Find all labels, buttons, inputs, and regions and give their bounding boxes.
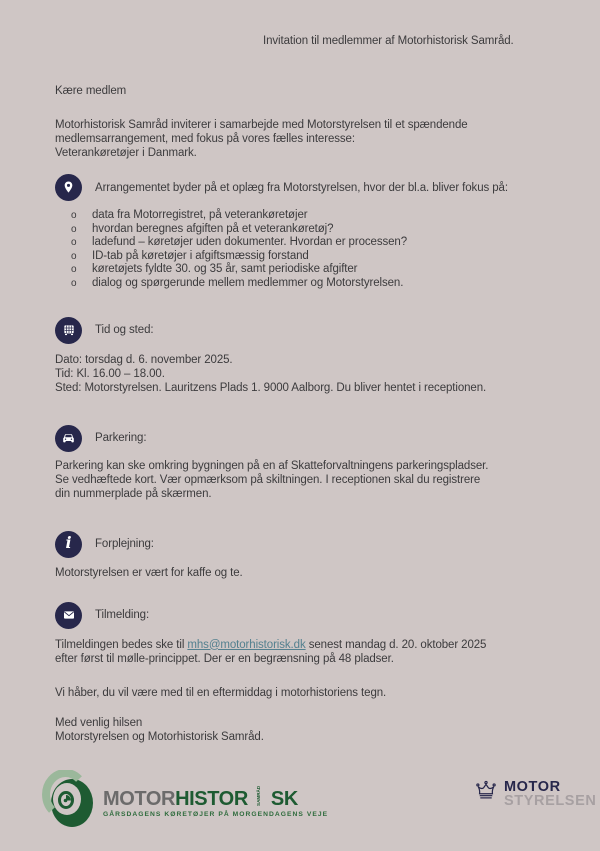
wordmark-motor: MOTOR <box>103 787 176 810</box>
list-item <box>55 236 575 250</box>
crown-icon <box>474 780 498 808</box>
list-item <box>55 263 575 277</box>
car-icon <box>55 425 82 452</box>
registration-label: Tilmelding: <box>95 609 150 622</box>
envelope-icon <box>55 602 82 629</box>
bullet-marker: o <box>71 210 77 221</box>
wordmark-samraad-vertical: SAMRÅD <box>256 785 262 806</box>
registration-line1 <box>55 638 575 652</box>
closing-hope-text: Vi håber, du vil være med til en eftermiddag i motorhistoriens tegn. <box>55 686 387 699</box>
list-item <box>55 250 575 264</box>
agenda-bullet-list <box>55 209 575 291</box>
date-line: Dato: torsdag d. 6. november 2025. <box>55 353 233 366</box>
bullet-marker: o <box>71 250 77 262</box>
parking-paragraph <box>55 459 575 501</box>
location-pin-icon <box>55 174 82 201</box>
wordmark-histor: HISTOR <box>175 787 248 810</box>
motorhistorisk-emblem-icon <box>42 770 98 835</box>
bullet-marker: o <box>71 277 77 289</box>
bullet-text: køretøjets fyldte 30. og 35 år, samt periodiske afgifter <box>92 263 358 276</box>
registration-text-after-link: senest mandag d. 20. oktober 2025 <box>305 638 487 651</box>
time-place-label: Tid og sted: <box>95 324 154 337</box>
greeting: Kære medlem <box>55 85 127 97</box>
calendar-icon <box>55 317 82 344</box>
salutation-text: Med venlig hilsen <box>55 716 143 729</box>
info-icon <box>55 531 82 558</box>
parking-label: Parkering: <box>95 432 147 445</box>
agenda-section-header <box>55 174 575 201</box>
bullet-marker: o <box>71 237 77 249</box>
bullet-text: data fra Motorregistret, på veterankøretøjer <box>92 209 308 221</box>
intro-paragraph <box>55 118 575 160</box>
time-line: Tid: Kl. 16.00 – 18.00. <box>55 367 165 380</box>
intro-line: medlemsarrangement, med fokus på vores fælles interesse: <box>55 133 355 145</box>
motorstyrelsen-logo <box>474 780 596 808</box>
bullet-text: ladefund – køretøjer uden dokumenter. Hvordan er processen? <box>92 236 408 249</box>
registration-line2: efter først til mølle-princippet. Der er en begrænsning på 48 pladser. <box>55 652 394 665</box>
list-item <box>55 209 575 223</box>
motorstyrelsen-wordmark <box>504 780 596 808</box>
time-place-details <box>55 353 575 395</box>
motorhistorisk-wordmark <box>103 785 329 818</box>
signature-text: Motorstyrelsen og Motorhistorisk Samråd. <box>55 730 264 743</box>
wordmark-motor-line: MOTOR <box>504 779 561 795</box>
bullet-text: hvordan beregnes afgiften på et veterankøretøj? <box>92 222 334 235</box>
motorhistorisk-tagline: GÅRSDAGENS KØRETØJER PÅ MORGENDAGENS VEJE <box>103 810 329 818</box>
bullet-marker: o <box>71 264 77 276</box>
motorhistorisk-word <box>103 785 328 810</box>
wordmark-sk: SK <box>270 787 298 810</box>
list-item <box>55 277 575 291</box>
registration-text-before-link: Tilmeldingen bedes ske til <box>55 638 188 651</box>
registration-section-header <box>55 602 575 629</box>
page-title: Invitation til medlemmer af Motorhistorisk Samråd. <box>263 35 514 47</box>
intro-line: Veterankøretøjer i Danmark. <box>55 147 197 159</box>
closing-block <box>55 716 575 744</box>
catering-text: Motorstyrelsen er vært for kaffe og te. <box>55 566 243 579</box>
list-item <box>55 223 575 237</box>
parking-section-header <box>55 425 575 452</box>
motorhistorisk-logo <box>42 770 328 835</box>
registration-paragraph <box>55 638 575 666</box>
time-place-section-header <box>55 317 575 344</box>
catering-section-header <box>55 531 575 558</box>
parking-line: Parkering kan ske omkring bygningen på en af Skatteforvaltningens parkeringspladser. <box>55 459 489 472</box>
intro-line: Motorhistorisk Samråd inviterer i samarbejde med Motorstyrelsen til et spændende <box>55 119 468 131</box>
place-line: Sted: Motorstyrelsen. Lauritzens Plads 1. 9000 Aalborg. Du bliver hentet i receptionen. <box>55 381 487 394</box>
agenda-heading: Arrangementet byder på et oplæg fra Motorstyrelsen, hvor der bl.a. bliver fokus på: <box>95 181 508 194</box>
email-link[interactable]: mhs@motorhistorisk.dk <box>187 638 306 651</box>
parking-line: din nummerplade på skærmen. <box>55 487 212 500</box>
catering-label: Forplejning: <box>95 538 154 551</box>
bullet-marker: o <box>71 223 77 235</box>
parking-line: Se vedhæftede kort. Vær opmærksom på skiltningen. I receptionen skal du registrere <box>55 473 481 486</box>
bullet-text: dialog og spørgerunde mellem medlemmer og Motorstyrelsen. <box>92 276 404 289</box>
bullet-text: ID-tab på køretøjer i afgiftsmæssig forstand <box>92 249 309 262</box>
info-glyph: i <box>65 533 72 553</box>
wordmark-styrelsen-line: STYRELSEN <box>504 793 597 809</box>
